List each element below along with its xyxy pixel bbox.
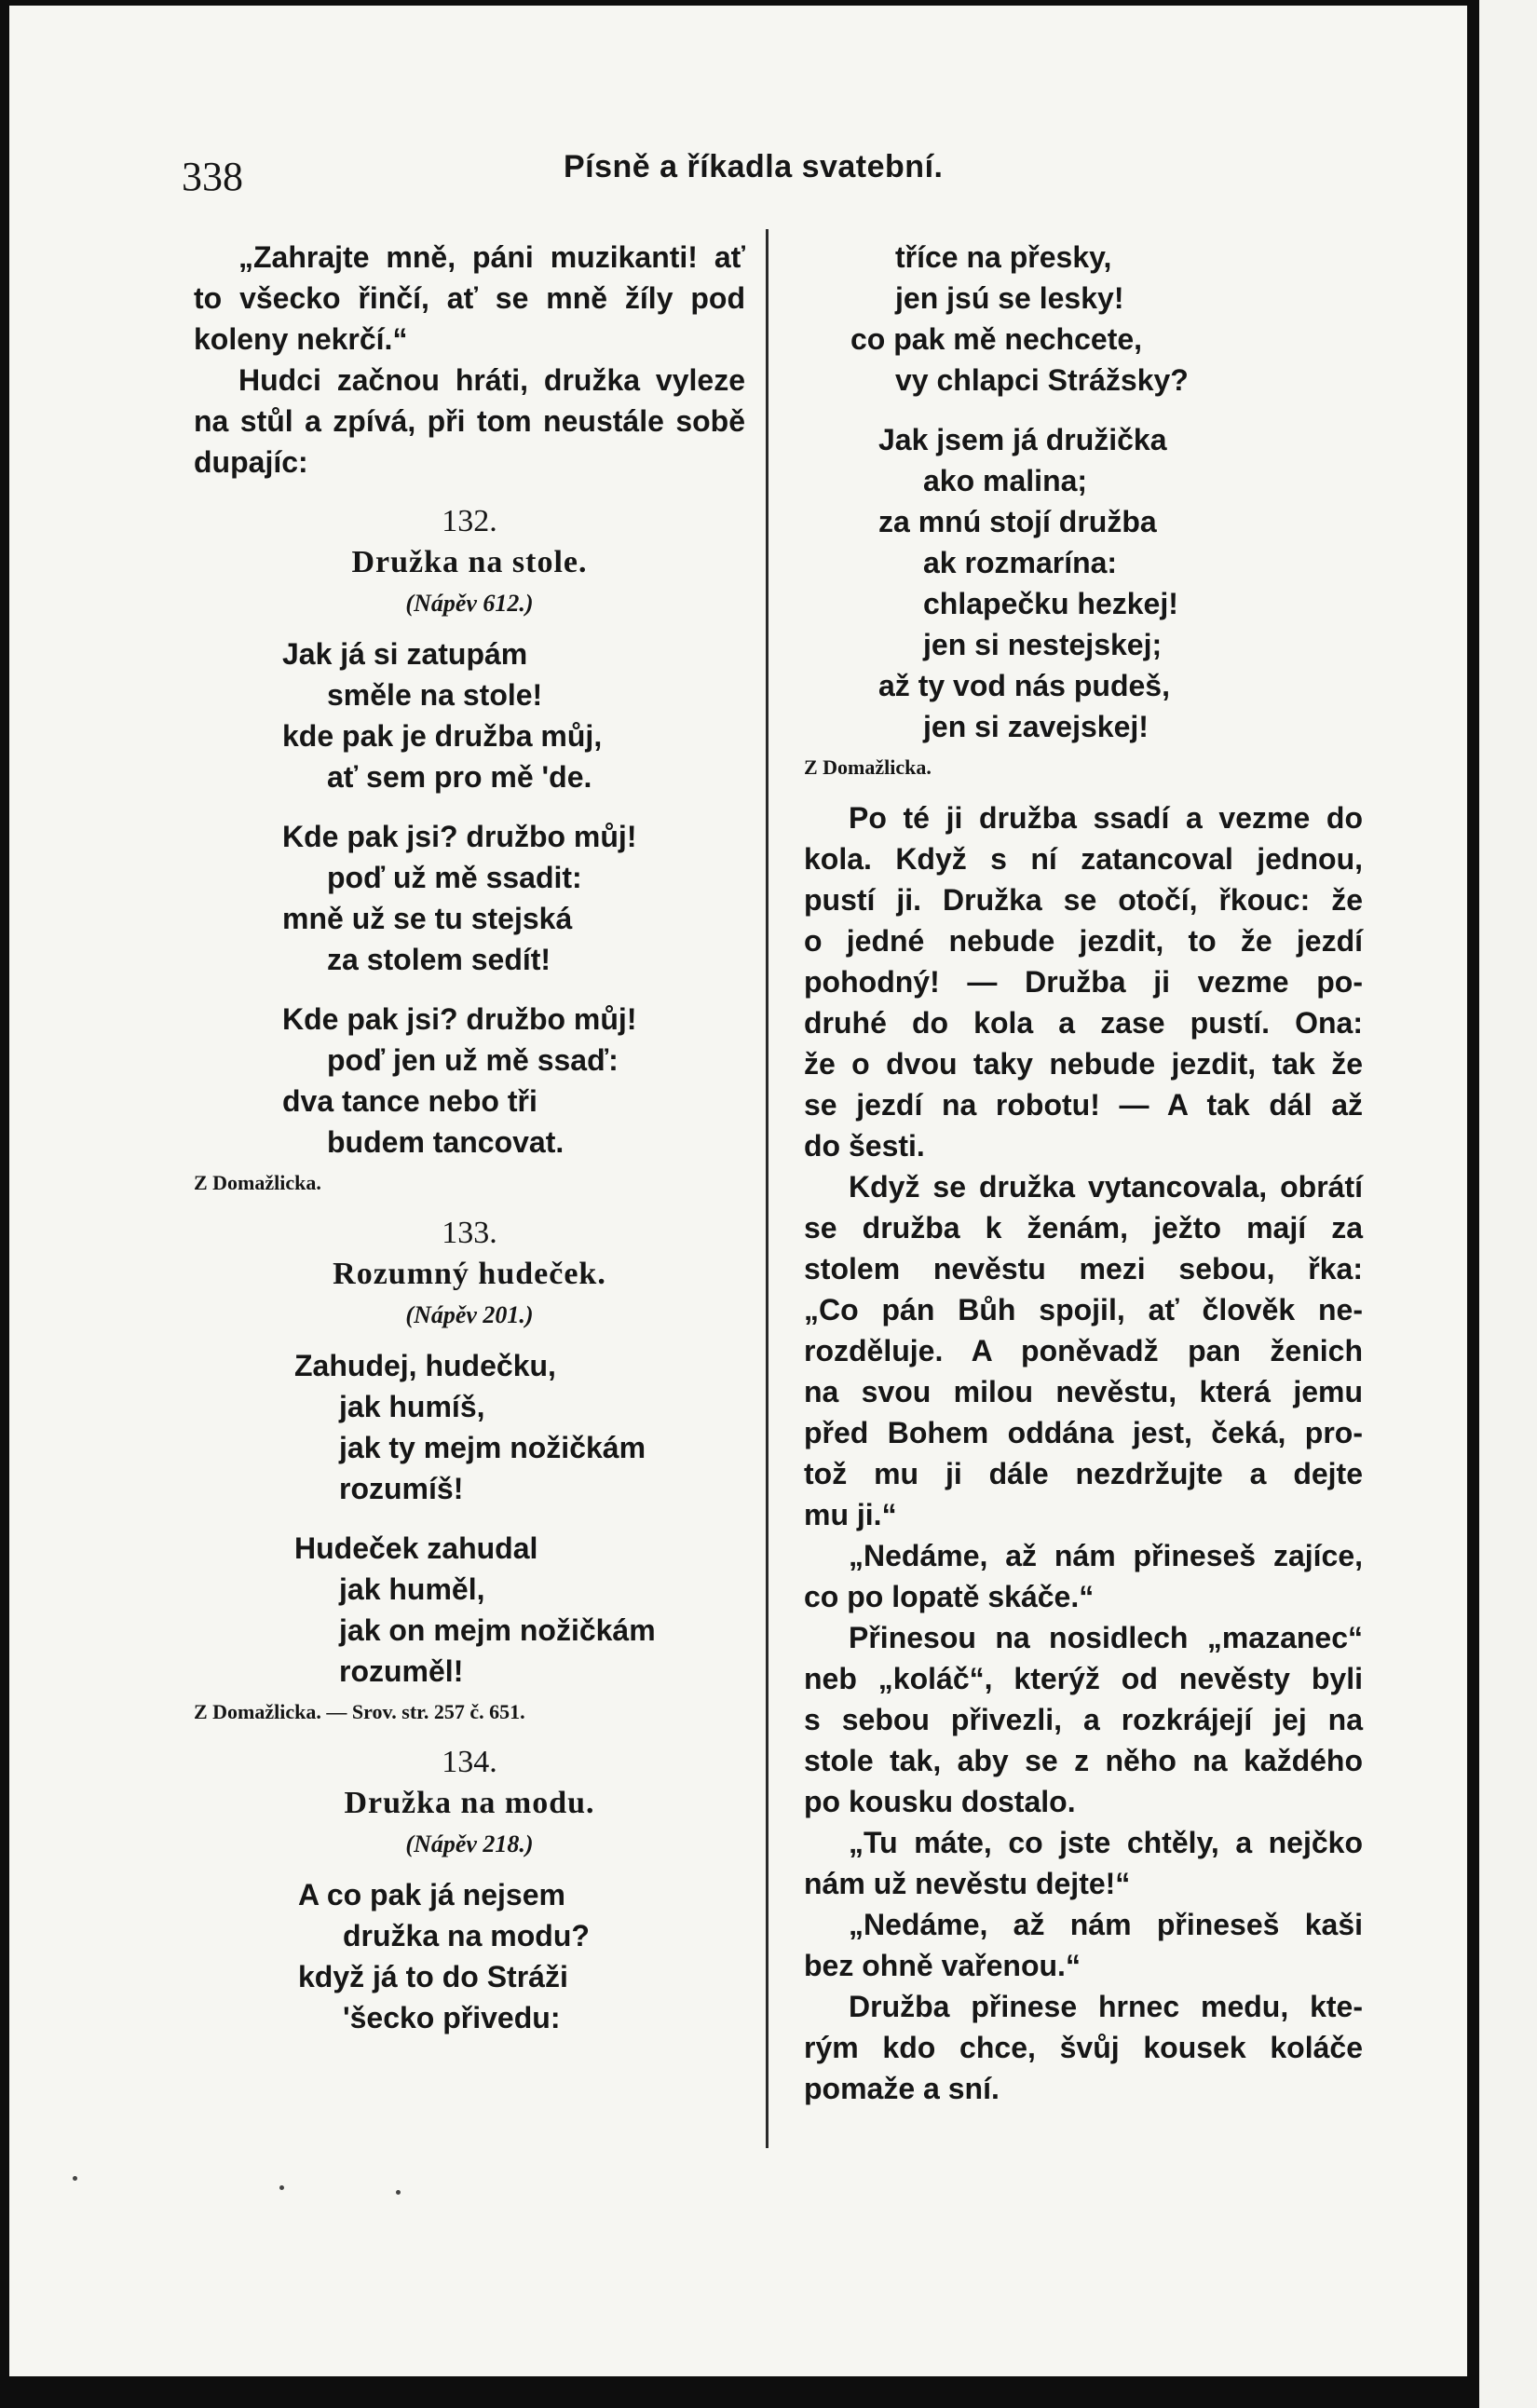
verse-line: jak on mejm nožičkám <box>339 1613 656 1647</box>
verse-line: Kde pak jsi? družbo můj! <box>282 1002 637 1036</box>
text-line: „Co pán Bůh spojil, ať člověk ne- <box>804 1293 1363 1326</box>
text-line: druhé do kola a zase pustí. Ona: <box>804 1006 1363 1040</box>
verse-line: ať sem pro mě 'de. <box>327 760 592 794</box>
paragraph <box>804 1617 1363 1822</box>
source-note: Z Domažlicka. — Srov. str. 257 č. 651. <box>194 1700 525 1723</box>
verse-line: jak humíš, <box>339 1390 485 1423</box>
text-line: tož mu ji dále nezdržujte a dejte <box>804 1457 1363 1490</box>
stanza <box>194 1345 745 1509</box>
verse-line: mně už se tu stejská <box>282 902 573 935</box>
stanza <box>194 816 745 980</box>
verse-line: poď jen už mě ssaď: <box>327 1043 619 1077</box>
verse-line: A co pak já nejsem <box>298 1878 565 1911</box>
stanza <box>194 999 745 1163</box>
verse-line: ak rozmarína: <box>923 546 1118 579</box>
song-number: 132. <box>442 504 497 538</box>
verse-line: Kde pak jsi? družbo můj! <box>282 820 637 853</box>
source-note: Z Domažlicka. <box>194 1171 321 1194</box>
text-line: pomaže a sní. <box>804 2072 1000 2105</box>
verse-line: ako malina; <box>923 464 1088 497</box>
text-line: dupajíc: <box>194 445 308 479</box>
verse-line: co pak mě nechcete, <box>850 322 1143 356</box>
text-line: mu ji.“ <box>804 1498 897 1531</box>
text-line: co po lopatě skáče.“ <box>804 1580 1095 1613</box>
column-divider <box>766 229 768 2148</box>
speck <box>279 2185 284 2190</box>
text-line: na svou milou nevěstu, která jemu <box>804 1375 1363 1408</box>
melody-reference: (Nápěv 612.) <box>405 590 534 617</box>
verse-line: chlapečku hezkej! <box>923 587 1178 620</box>
song-number: 133. <box>442 1216 497 1250</box>
stanza <box>804 237 1363 401</box>
text-line: „Nedáme, až nám přineseš zajíce, <box>849 1539 1363 1572</box>
verse-line: Jak já si zatupám <box>282 637 528 671</box>
verse-line: družka na modu? <box>343 1919 590 1952</box>
stanza <box>194 633 745 797</box>
text-line: Hudci začnou hráti, družka vyleze <box>238 363 745 397</box>
speck <box>73 2176 77 2181</box>
text-line: Když se družka vytancovala, obrátí <box>849 1170 1363 1204</box>
text-line: bez ohně vařenou.“ <box>804 1949 1081 1982</box>
verse-line: jen jsú se lesky! <box>895 281 1124 315</box>
text-line: Družba přinese hrnec medu, kte- <box>849 1990 1363 2023</box>
source-note: Z Domažlicka. <box>804 755 932 779</box>
text-line: koleny nekrčí.“ <box>194 322 408 356</box>
text-line: rým kdo chce, švůj kousek koláče <box>804 2031 1363 2064</box>
verse-line: za mnú stojí družba <box>878 505 1157 538</box>
melody-reference: (Nápěv 201.) <box>405 1301 534 1328</box>
text-line: po kousku dostalo. <box>804 1785 1076 1818</box>
adjacent-page-edge <box>1479 0 1537 2408</box>
paragraph <box>804 1166 1363 1535</box>
song-title: Družka na modu. <box>344 1786 595 1820</box>
paragraph <box>804 797 1363 1166</box>
stanza <box>194 1874 745 2038</box>
verse-line: jen si zavejskej! <box>923 710 1149 743</box>
song-title: Družka na stole. <box>351 545 588 579</box>
book-page <box>9 6 1467 2376</box>
verse-line: 'šecko přivedu: <box>343 2001 561 2034</box>
verse-line: kde pak je družba můj, <box>282 719 603 753</box>
text-line: se družba k ženám, ježto mají za <box>804 1211 1363 1245</box>
text-line: nám už nevěstu dejte!“ <box>804 1867 1131 1900</box>
paragraph <box>804 1904 1363 1986</box>
text-line: o jedné nebude jezdit, to že jezdí <box>804 924 1363 958</box>
verse-line: rozumíš! <box>339 1472 464 1505</box>
verse-line: Jak jsem já družička <box>878 423 1167 456</box>
stanza <box>194 1528 745 1692</box>
verse-line: vy chlapci Strážsky? <box>895 363 1189 397</box>
text-line: před Bohem oddána jest, čeká, pro- <box>804 1416 1363 1449</box>
text-line: stolem nevěstu mezi sebou, řka: <box>804 1252 1363 1286</box>
verse-line: rozuměl! <box>339 1654 464 1688</box>
verse-line: budem tancovat. <box>327 1125 564 1159</box>
text-line: Po té ji družba ssadí a vezme do <box>849 801 1363 835</box>
text-line: Přinesou na nosidlech „mazanec“ <box>849 1621 1363 1654</box>
text-line: se jezdí na robotu! — A tak dál až <box>804 1088 1363 1122</box>
verse-line: jen si nestejskej; <box>923 628 1163 661</box>
verse-line: poď už mě ssadit: <box>327 861 582 894</box>
verse-line: jak ty mejm nožičkám <box>339 1431 646 1464</box>
verse-line: směle na stole! <box>327 678 543 712</box>
verse-line: Zahudej, hudečku, <box>294 1349 556 1382</box>
verse-line: za stolem sedít! <box>327 943 551 976</box>
text-line: do šesti. <box>804 1129 925 1163</box>
verse-line: tříce na přesky, <box>895 240 1112 274</box>
melody-reference: (Nápěv 218.) <box>405 1830 534 1857</box>
text-line: neb „koláč“, kterýž od nevěsty byli <box>804 1662 1363 1695</box>
text-line: pustí ji. Družka se otočí, řkouc: že <box>804 883 1363 917</box>
verse-line: jak huměl, <box>339 1572 485 1606</box>
text-line: „Nedáme, až nám přineseš kaši <box>849 1908 1363 1941</box>
text-line: pohodný! — Družba ji vezme po- <box>804 965 1363 999</box>
left-column <box>194 237 745 2038</box>
stanza <box>804 419 1363 747</box>
right-column <box>804 237 1363 2109</box>
song-number: 134. <box>442 1745 497 1779</box>
verse-line: až ty vod nás pudeš, <box>878 669 1170 702</box>
text-line: rozděluje. A poněvadž pan ženich <box>804 1334 1363 1367</box>
paragraph <box>804 1535 1363 1617</box>
intro-paragraph <box>194 237 745 483</box>
prose-paragraphs <box>804 797 1363 2109</box>
speck <box>396 2190 401 2195</box>
text-line: že o dvou taky nebude jezdit, tak že <box>804 1047 1363 1081</box>
page-number: 338 <box>182 154 243 199</box>
text-line: „Zahrajte mně, páni muzikanti! ať <box>238 240 745 274</box>
song-title: Rozumný hudeček. <box>333 1257 606 1291</box>
text-line: s sebou přivezli, a rozkrájejí jej na <box>804 1703 1363 1736</box>
text-line: „Tu máte, co jste chtěly, a nejčko <box>849 1826 1363 1859</box>
text-line: to všecko řinčí, ať se mně žíly pod <box>194 281 745 315</box>
paragraph <box>804 1822 1363 1904</box>
text-line: kola. Když s ní zatancoval jednou, <box>804 842 1363 876</box>
verse-line: když já to do Stráži <box>298 1960 568 1993</box>
text-line: na stůl a zpívá, při tom neustále sobě <box>194 404 745 438</box>
running-title: Písně a říkadla svatební. <box>564 149 944 184</box>
verse-line: Hudeček zahudal <box>294 1531 538 1565</box>
verse-line: dva tance nebo tři <box>282 1084 537 1118</box>
text-line: stole tak, aby se z něho na každého <box>804 1744 1363 1777</box>
paragraph <box>804 1986 1363 2109</box>
